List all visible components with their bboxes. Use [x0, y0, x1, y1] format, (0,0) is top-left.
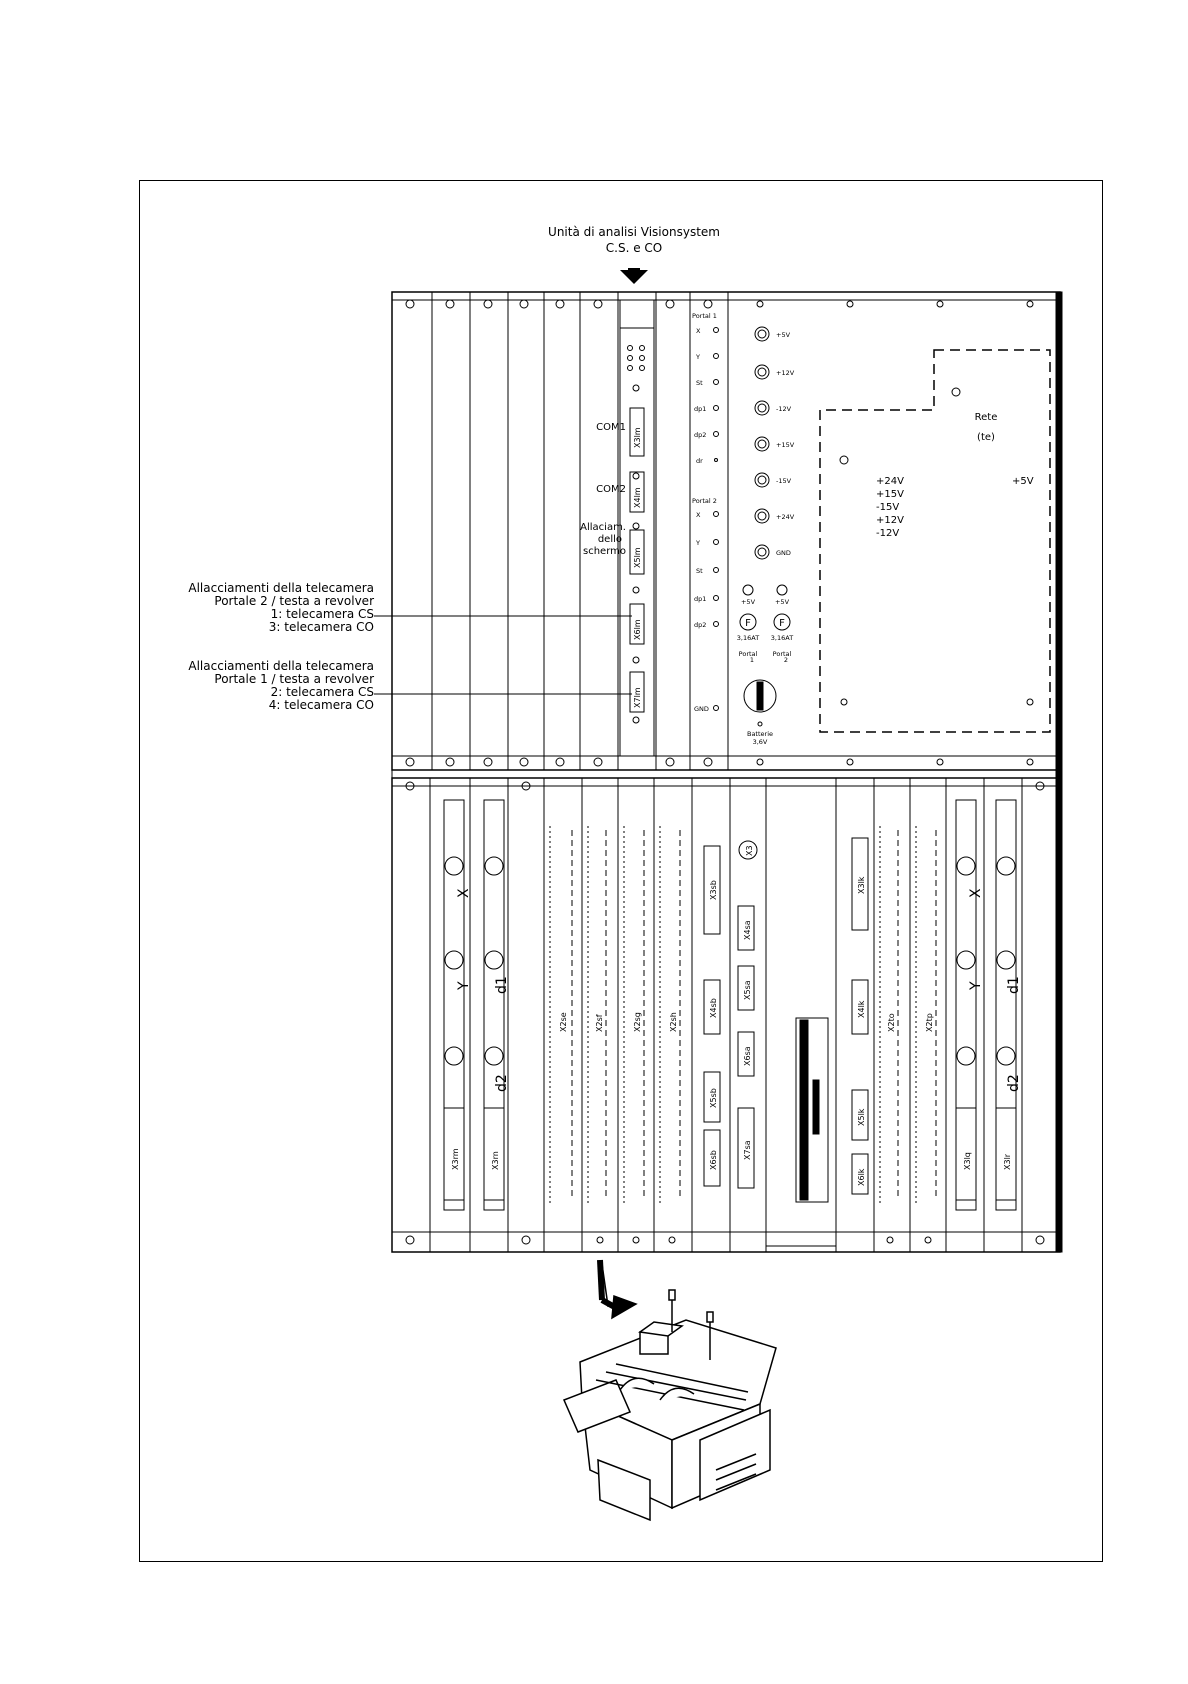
battery-label: Batterie — [746, 730, 774, 738]
screen-label-3: schermo — [583, 546, 626, 557]
connector-label: X7lm — [633, 687, 642, 708]
rail-label: +12V — [876, 515, 904, 526]
portal2-led: Y — [696, 539, 700, 547]
right-card-2-label-2: d1 — [1006, 976, 1022, 994]
connector-label: X3lr — [1003, 1153, 1012, 1170]
portal-gnd-label: GND — [694, 705, 709, 713]
rail-label: -12V — [876, 528, 900, 539]
test-point-label: -12V — [776, 405, 792, 413]
vision-card-connectors — [633, 427, 642, 708]
portal1-led: X — [696, 327, 701, 335]
connector-label: X4lk — [857, 1000, 866, 1018]
rack-middle-rail — [392, 770, 1060, 778]
placement-machine-illustration — [564, 1290, 776, 1520]
arrow-to-machine-icon — [600, 1260, 636, 1318]
portal2-led: dp1 — [694, 595, 707, 603]
rail-label: +24V — [876, 476, 904, 487]
fuse-right-voltage: +5V — [774, 598, 790, 606]
connector-label: X6lk — [857, 1168, 866, 1186]
portal1-led: Y — [696, 353, 700, 361]
title-line2: C.S. e CO — [605, 241, 663, 255]
power-panel-labels — [737, 331, 795, 746]
right-card-2-label-3: d2 — [1006, 1074, 1022, 1092]
lower-rack-labels — [456, 888, 1022, 1092]
callout-p1-line3: 2: telecamera CS — [270, 685, 374, 699]
fuse-right-rating: 3,16AT — [770, 634, 794, 642]
arrow-down-stem — [628, 268, 640, 274]
connector-label: X4sa — [743, 920, 752, 940]
connector-label: X2sg — [633, 1012, 642, 1032]
portal1-led: St — [696, 379, 703, 387]
connector-label: X6sa — [743, 1046, 752, 1066]
lower-rack-connectors — [451, 845, 1012, 1186]
test-point-label: +15V — [776, 441, 795, 449]
left-card-1-label-3: d2 — [494, 1074, 510, 1092]
right-card-1-label-1: X — [968, 888, 984, 898]
portal1-led: dp2 — [694, 431, 707, 439]
rail-right-label: +5V — [1012, 476, 1034, 487]
connector-label: X6lm — [633, 619, 642, 640]
portal2-led: dp2 — [694, 621, 707, 629]
fuse-right-icon: F — [779, 618, 785, 629]
com1-label: COM1 — [596, 422, 626, 433]
rail-label: -15V — [876, 502, 900, 513]
callout-portale1 — [188, 659, 374, 712]
connector-label: X3lk — [857, 876, 866, 894]
rail-label: +15V — [876, 489, 904, 500]
connector-label: X2sf — [595, 1014, 604, 1032]
connector-label: X3sb — [709, 880, 718, 900]
connector-label: X7sa — [743, 1140, 752, 1160]
title-line1: Unità di analisi Visionsystem — [548, 225, 720, 239]
callout-p2-line2: Portale 2 / testa a revolver — [214, 594, 374, 608]
test-point-label: +5V — [776, 331, 791, 339]
callout-p1-line2: Portale 1 / testa a revolver — [214, 672, 374, 686]
test-point-label: GND — [776, 549, 791, 557]
com2-label: COM2 — [596, 484, 626, 495]
left-card-2-label-2: d1 — [494, 976, 510, 994]
portal2-led: X — [696, 511, 701, 519]
callout-p2-line3: 1: telecamera CS — [270, 607, 374, 621]
fuse-left-portal-num: 1 — [749, 656, 755, 664]
connector-label: X5sb — [709, 1088, 718, 1108]
connector-label: X5lk — [857, 1108, 866, 1126]
connector-label: X3lm — [633, 427, 642, 448]
left-card-1-label-2: Y — [456, 981, 472, 990]
connector-label: X2to — [887, 1013, 896, 1032]
portal2-title: Portal 2 — [692, 497, 717, 505]
portal2-led: St — [696, 567, 703, 575]
connector-label: X6sb — [709, 1150, 718, 1170]
test-point-label: +12V — [776, 369, 795, 377]
battery-voltage: 3,6V — [752, 738, 768, 746]
fuse-left-portal: Portal — [738, 650, 758, 658]
callout-portale2 — [188, 581, 374, 634]
test-point-label: +24V — [776, 513, 795, 521]
fuse-left-voltage: +5V — [740, 598, 756, 606]
screen-label-2: dello — [597, 534, 622, 545]
portal-panel-labels — [692, 312, 717, 713]
lower-rack — [392, 778, 1060, 1252]
screen-label-1: Allaciam. — [580, 522, 626, 533]
connector-label: X3rm — [451, 1148, 460, 1170]
fuse-right-portal-num: 2 — [783, 656, 789, 664]
vision-card-labels — [580, 422, 626, 557]
fuse-right-portal: Portal — [772, 650, 792, 658]
connector-label: X3 — [745, 845, 754, 856]
callout-p1-line1: Allacciamenti della telecamera — [188, 659, 374, 673]
callout-p2-line1: Allacciamenti della telecamera — [188, 581, 374, 595]
callout-p1-line4: 4: telecamera CO — [268, 698, 374, 712]
connector-label: X4lm — [633, 487, 642, 508]
portal1-led: dr — [696, 457, 703, 465]
right-card-1-label-2: Y — [968, 981, 984, 990]
fuse-left-rating: 3,16AT — [736, 634, 760, 642]
portal1-led: dp1 — [694, 405, 707, 413]
left-card-1-label-1: X — [456, 888, 472, 898]
connector-label: X3rn — [491, 1151, 500, 1170]
portal1-title: Portal 1 — [692, 312, 717, 320]
connector-label: X2sh — [669, 1012, 678, 1032]
fuse-left-icon: F — [745, 618, 751, 629]
connector-label: X5lm — [633, 547, 642, 568]
connector-label: X3lq — [963, 1152, 972, 1170]
rete-sub-label: (te) — [977, 432, 995, 443]
network-zone-labels — [876, 412, 1034, 539]
connector-label: X4sb — [709, 998, 718, 1018]
connector-label: X5sa — [743, 980, 752, 1000]
callout-p2-line4: 3: telecamera CO — [268, 620, 374, 634]
connector-label: X2tp — [925, 1013, 934, 1032]
rete-label: Rete — [974, 412, 998, 423]
test-point-label: -15V — [776, 477, 792, 485]
connector-label: X2se — [559, 1012, 568, 1032]
